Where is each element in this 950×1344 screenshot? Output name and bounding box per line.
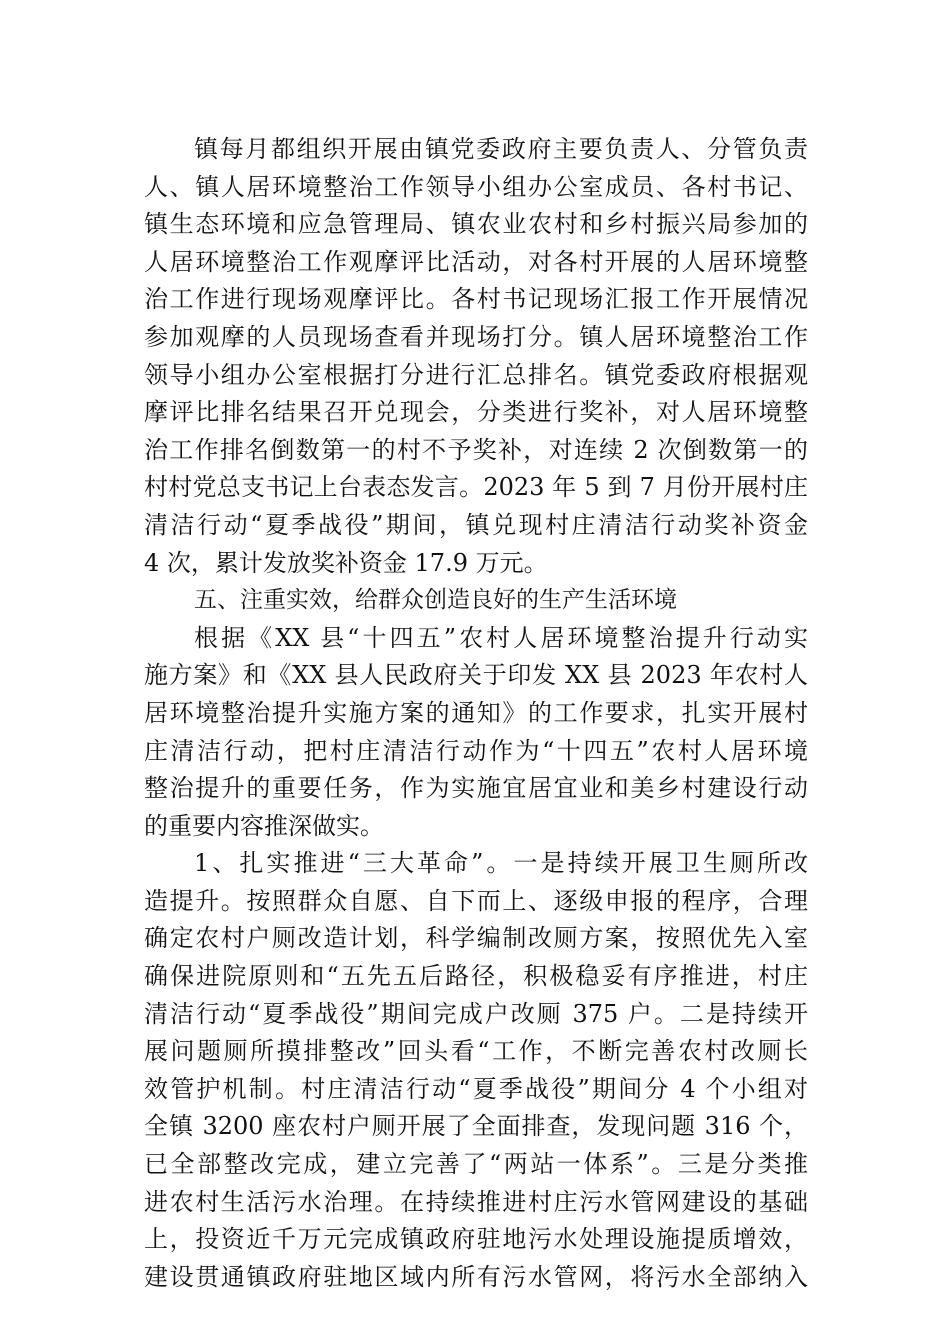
text-line: 村村党总支书记上台表态发言。2023 年 5 到 7 月份开展村庄 bbox=[144, 473, 808, 502]
text-line: 人、镇人居环境整治工作领导小组办公室成员、各村书记、 bbox=[144, 172, 808, 201]
heading-text: 五、注重实效，给群众创造良好的生产生活环境 bbox=[194, 587, 677, 614]
text-line: 镇每月都组织开展由镇党委政府主要负责人、分管负责 bbox=[194, 135, 808, 163]
text-line: 确保进院原则和“五先五后路径，积极稳妥有序推进，村庄 bbox=[144, 962, 808, 991]
document-page bbox=[144, 131, 808, 1296]
text-line: 展问题厕所摸排整改”回头看“工作，不断完善农村改厕长 bbox=[144, 1037, 808, 1066]
text-line: 1、扎实推进“三大革命”。一是持续开展卫生厕所改 bbox=[194, 849, 808, 878]
text-line: 参加观摩的人员现场查看并现场打分。镇人居环境整治工作 bbox=[144, 322, 808, 351]
text-line: 造提升。按照群众自愿、自下而上、逐级申报的程序，合理 bbox=[144, 886, 808, 915]
text-line: 的重要内容推深做实。 bbox=[144, 811, 384, 840]
text-line: 建设贯通镇政府驻地区域内所有污水管网，将污水全部纳入 bbox=[144, 1262, 808, 1291]
text-line: 施方案》和《XX 县人民政府关于印发 XX 县 2023 年农村人 bbox=[144, 661, 808, 690]
text-line: 整治提升的重要任务，作为实施宜居宜业和美乡村建设行动 bbox=[144, 774, 808, 803]
text-line: 效管护机制。村庄清洁行动“夏季战役”期间分 4 个小组对 bbox=[144, 1074, 808, 1103]
text-line: 居环境整治提升实施方案的通知》的工作要求，扎实开展村 bbox=[144, 698, 808, 727]
text-line: 领导小组办公室根据打分进行汇总排名。镇党委政府根据观 bbox=[144, 360, 808, 389]
text-line: 摩评比排名结果召开兑现会，分类进行奖补，对人居环境整 bbox=[144, 398, 808, 427]
text-line: 庄清洁行动，把村庄清洁行动作为“十四五”农村人居环境 bbox=[144, 736, 808, 765]
text-line: 根据《XX 县“十四五”农村人居环境整治提升行动实 bbox=[194, 623, 808, 652]
text-line: 清洁行动“夏季战役”期间完成户改厕 375 户。二是持续开 bbox=[144, 999, 808, 1028]
text-line: 全镇 3200 座农村户厕开展了全面排查，发现问题 316 个， bbox=[144, 1112, 808, 1141]
text-line: 已全部整改完成，建立完善了“两站一体系”。三是分类推 bbox=[144, 1150, 808, 1179]
paragraph-three-revolutions bbox=[144, 845, 808, 1296]
text-line: 进农村生活污水治理。在持续推进村庄污水管网建设的基础 bbox=[144, 1187, 808, 1216]
text-line: 治工作进行现场观摩评比。各村书记现场汇报工作开展情况 bbox=[144, 285, 808, 314]
paragraph-evaluation-activities bbox=[144, 131, 808, 582]
paragraph-plan-basis bbox=[144, 620, 808, 846]
text-line: 确定农村户厕改造计划，科学编制改厕方案，按照优先入室 bbox=[144, 924, 808, 953]
text-line: 治工作排名倒数第一的村不予奖补，对连续 2 次倒数第一的 bbox=[144, 435, 808, 464]
text-line: 上，投资近千万元完成镇政府驻地污水处理设施提质增效， bbox=[144, 1225, 808, 1254]
section-heading bbox=[144, 582, 808, 620]
text-line: 4 次，累计发放奖补资金 17.9 万元。 bbox=[144, 548, 548, 577]
text-line: 镇生态环境和应急管理局、镇农业农村和乡村振兴局参加的 bbox=[144, 210, 808, 239]
text-line: 人居环境整治工作观摩评比活动，对各村开展的人居环境整 bbox=[144, 247, 808, 276]
text-line: 清洁行动“夏季战役”期间，镇兑现村庄清洁行动奖补资金 bbox=[144, 510, 808, 539]
